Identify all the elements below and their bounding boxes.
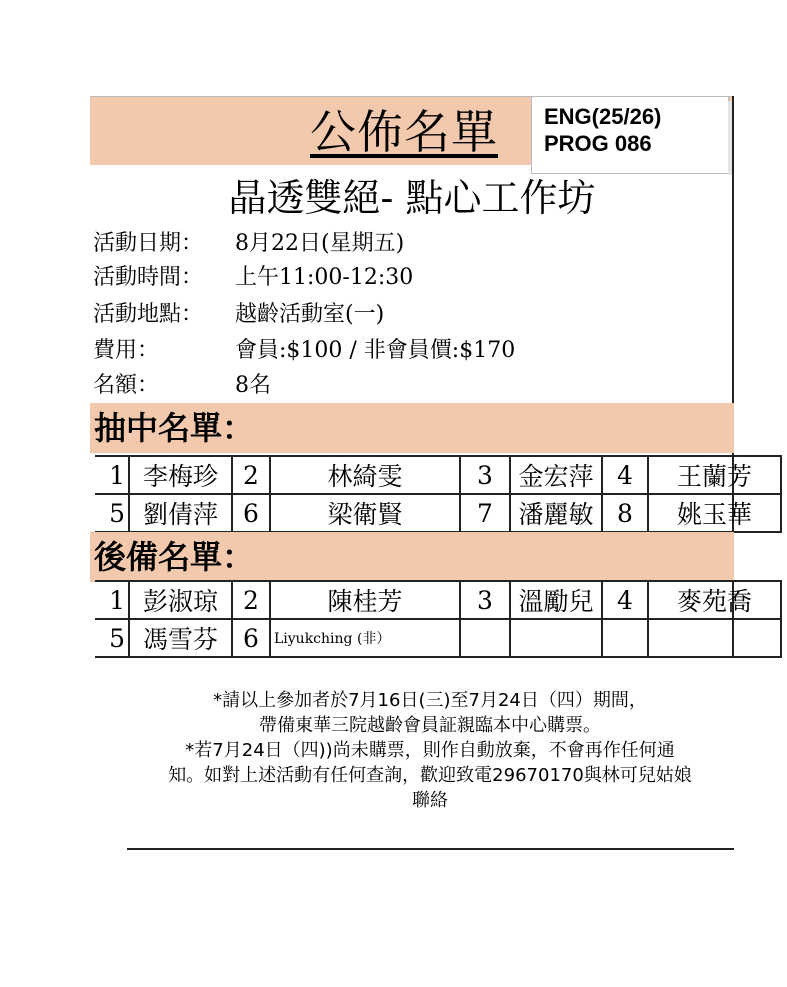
table-row <box>95 581 781 619</box>
info-value: 會員:$100 / 非會員價:$170 <box>235 338 516 363</box>
notice-line: 聯絡 <box>412 790 448 811</box>
participant-name: 林綺雯 <box>270 456 460 494</box>
row-number: 3 <box>460 456 510 494</box>
notice-line: *請以上參加者於7月16日(三)至7月24日（四）期間， <box>213 690 647 711</box>
selected-heading: 抽中名單： <box>90 403 734 453</box>
participant-name: 王蘭芳 <box>648 456 781 494</box>
info-value: 8名 <box>235 373 271 398</box>
participant-name: 溫勵兒 <box>510 581 602 619</box>
notice-line: 帶備東華三院越齡會員証親臨本中心購票。 <box>259 715 601 736</box>
row-number: 6 <box>232 494 270 532</box>
participant-name: 彭淑琼 <box>129 581 232 619</box>
row-number: 7 <box>460 494 510 532</box>
info-label: 活動地點： <box>93 302 204 327</box>
participant-name: 陳桂芳 <box>270 581 460 619</box>
waitlist-heading: 後備名單： <box>90 532 734 582</box>
empty-cell <box>460 619 510 657</box>
row-number: 6 <box>232 619 270 657</box>
row-number: 4 <box>602 456 648 494</box>
program-code-box <box>531 96 729 174</box>
frame-right-top <box>732 96 734 176</box>
participant-name: Liyukching (非） <box>270 619 460 657</box>
table-row <box>95 456 781 494</box>
participant-name: 麥苑喬 <box>648 581 781 619</box>
info-label: 活動日期： <box>93 231 204 256</box>
participant-name: 劉倩萍 <box>129 494 232 532</box>
row-number: 1 <box>95 581 129 619</box>
waitlist-table <box>95 580 782 658</box>
program-code-line2: PROG 086 <box>544 131 652 156</box>
row-number: 4 <box>602 581 648 619</box>
info-value: 上午11:00-12:30 <box>235 265 414 290</box>
program-code-line1: ENG(25/26) <box>544 104 662 129</box>
selected-table <box>95 455 782 533</box>
event-name: 晶透雙絕- 點心工作坊 <box>228 176 596 220</box>
row-number: 5 <box>95 494 129 532</box>
table-row <box>95 619 781 657</box>
info-label: 名額： <box>93 373 160 398</box>
bottom-rule <box>127 848 734 850</box>
notice-line: 知。如對上述活動有任何查詢，歡迎致電29670170與林可兒姑娘 <box>168 765 692 786</box>
row-number: 3 <box>460 581 510 619</box>
info-label: 活動時間： <box>93 265 204 290</box>
page-title: 公佈名單 <box>310 105 498 159</box>
info-value: 8月22日(星期五) <box>235 231 405 256</box>
purchase-notice <box>120 688 740 813</box>
participant-name: 李梅珍 <box>129 456 232 494</box>
participant-name: 姚玉華 <box>648 494 781 532</box>
info-value: 越齡活動室(一) <box>235 302 385 327</box>
participant-name: 梁衛賢 <box>270 494 460 532</box>
notice-line: *若7月24日（四))尚未購票，則作自動放棄，不會再作任何通 <box>185 740 675 761</box>
row-number: 8 <box>602 494 648 532</box>
participant-name: 金宏萍 <box>510 456 602 494</box>
info-label: 費用： <box>93 338 160 363</box>
empty-cell <box>648 619 781 657</box>
participant-name: 潘麗敏 <box>510 494 602 532</box>
row-number: 2 <box>232 581 270 619</box>
row-number: 2 <box>232 456 270 494</box>
row-number: 5 <box>95 619 129 657</box>
table-row <box>95 494 781 532</box>
participant-name: 馮雪芬 <box>129 619 232 657</box>
empty-cell <box>602 619 648 657</box>
empty-cell <box>510 619 602 657</box>
row-number: 1 <box>95 456 129 494</box>
